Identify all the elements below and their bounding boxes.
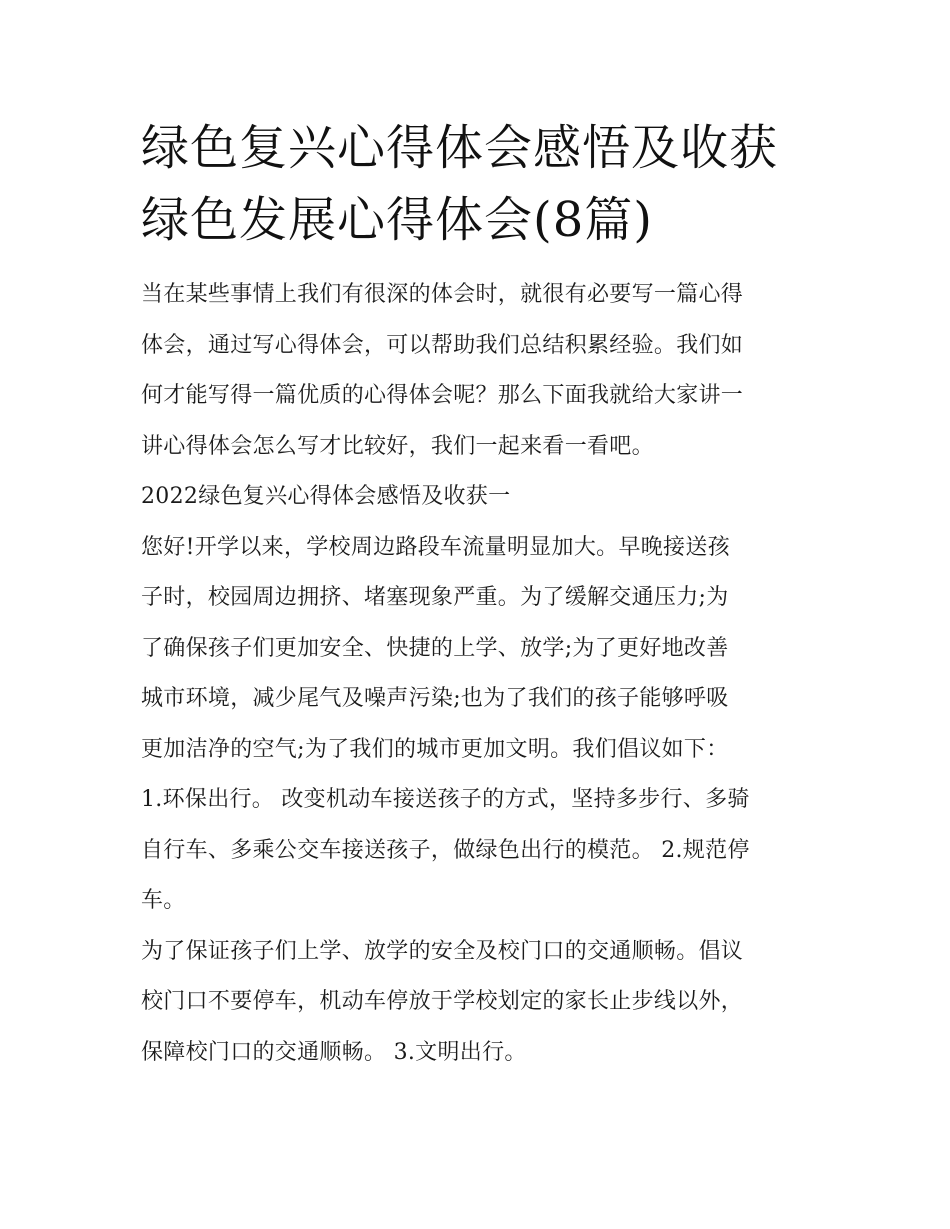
text-line: 车。 [141, 888, 186, 913]
text-line: 保障校门口的交通顺畅。 3.文明出行。 [141, 1039, 527, 1065]
document-page [141, 112, 821, 1078]
document-body [141, 270, 821, 1078]
text-line: 了确保孩子们更加安全、快捷的上学、放学;为了更好地改善 [141, 635, 729, 661]
section-heading [141, 472, 821, 523]
text-line: 您好!开学以来，学校周边路段车流量明显加大。早晚接送孩 [141, 534, 730, 560]
text-line: 2022绿色复兴心得体会感悟及收获一 [141, 484, 511, 509]
text-line: 为了保证孩子们上学、放学的安全及校门口的交通顺畅。倡议 [141, 938, 744, 964]
intro-paragraph [141, 270, 821, 472]
text-line: 校门口不要停车，机动车停放于学校划定的家长止步线以外， [141, 989, 744, 1014]
body-paragraph [141, 523, 821, 776]
title-line: 绿色复兴心得体会感悟及收获 [141, 120, 779, 176]
text-line: 讲心得体会怎么写才比较好，我们一起来看一看吧。 [141, 433, 654, 459]
text-line: 城市环境，减少尾气及噪声污染;也为了我们的孩子能够呼吸 [141, 686, 729, 711]
title-line: 绿色发展心得体会(8篇) [141, 192, 653, 248]
text-line: 当在某些事情上我们有很深的体会时，就很有必要写一篇心得 [141, 282, 744, 307]
text-line: 1.环保出行。 改变机动车接送孩子的方式，坚持多步行、多骑 [141, 787, 750, 812]
text-line: 更加洁净的空气;为了我们的城市更加文明。我们倡议如下： [141, 736, 729, 762]
body-paragraph [141, 775, 821, 927]
text-line: 子时，校园周边拥挤、堵塞现象严重。为了缓解交通压力;为 [141, 585, 729, 610]
document-title [141, 112, 821, 256]
text-line: 自行车、多乘公交车接送孩子，做绿色出行的模范。 2.规范停 [141, 837, 750, 863]
text-line: 何才能写得一篇优质的心得体会呢？那么下面我就给大家讲一 [141, 383, 744, 408]
text-line: 体会，通过写心得体会，可以帮助我们总结积累经验。我们如 [141, 332, 744, 358]
body-paragraph [141, 927, 821, 1079]
